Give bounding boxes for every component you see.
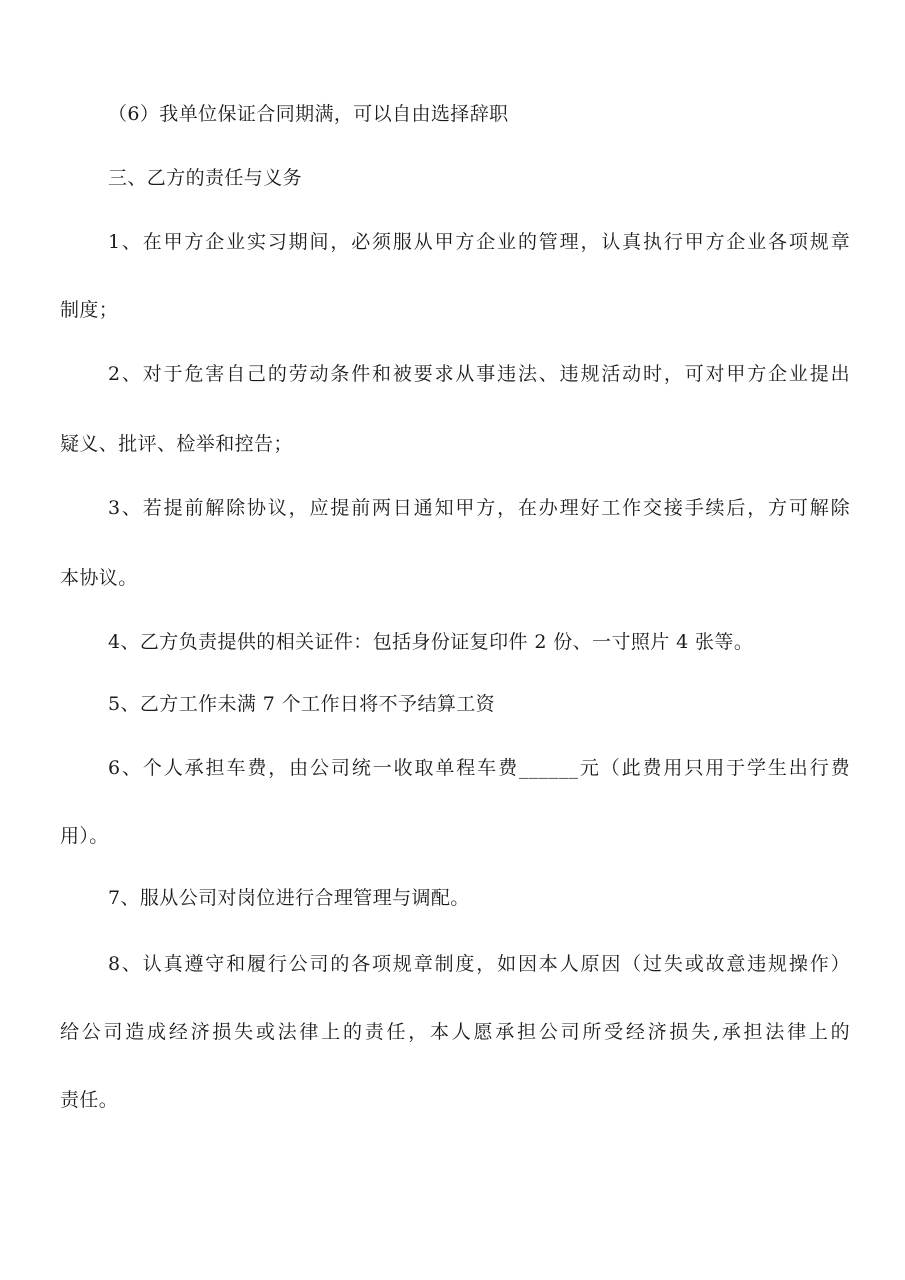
duty-2-line-2: 疑义、批评、检举和控告； (60, 433, 293, 455)
duty-1-line-2: 制度； (60, 299, 119, 321)
duty-6-line-1: 6、个人承担车费，由公司统一收取单程车费______元（此费用只用于学生出行费 (108, 757, 850, 779)
duty-5: 5、乙方工作未满 7 个工作日将不予结算工资 (108, 693, 496, 715)
duty-4: 4、乙方负责提供的相关证件：包括身份证复印件 2 份、一寸照片 4 张等。 (108, 631, 754, 653)
duty-8-line-3: 责任。 (60, 1089, 119, 1111)
duty-8-line-2: 给公司造成经济损失或法律上的责任，本人愿承担公司所受经济损失,承担法律上的 (60, 1021, 850, 1043)
duty-2-line-1: 2、对于危害自己的劳动条件和被要求从事违法、违规活动时，可对甲方企业提出 (108, 363, 850, 385)
clause-6-resignation: （6）我单位保证合同期满，可以自由选择辞职 (108, 103, 509, 125)
duty-6-line-2: 用）。 (60, 825, 109, 847)
duty-7: 7、服从公司对岗位进行合理管理与调配。 (108, 887, 470, 909)
duty-3-line-1: 3、若提前解除协议，应提前两日通知甲方，在办理好工作交接手续后，方可解除 (108, 497, 850, 519)
section-heading-party-b-duties: 三、乙方的责任与义务 (108, 167, 303, 189)
duty-3-line-2: 本协议。 (60, 567, 138, 589)
duty-8-line-1: 8、认真遵守和履行公司的各项规章制度，如因本人原因（过失或故意违规操作） (108, 953, 850, 975)
duty-1-line-1: 1、在甲方企业实习期间，必须服从甲方企业的管理，认真执行甲方企业各项规章 (108, 231, 850, 253)
